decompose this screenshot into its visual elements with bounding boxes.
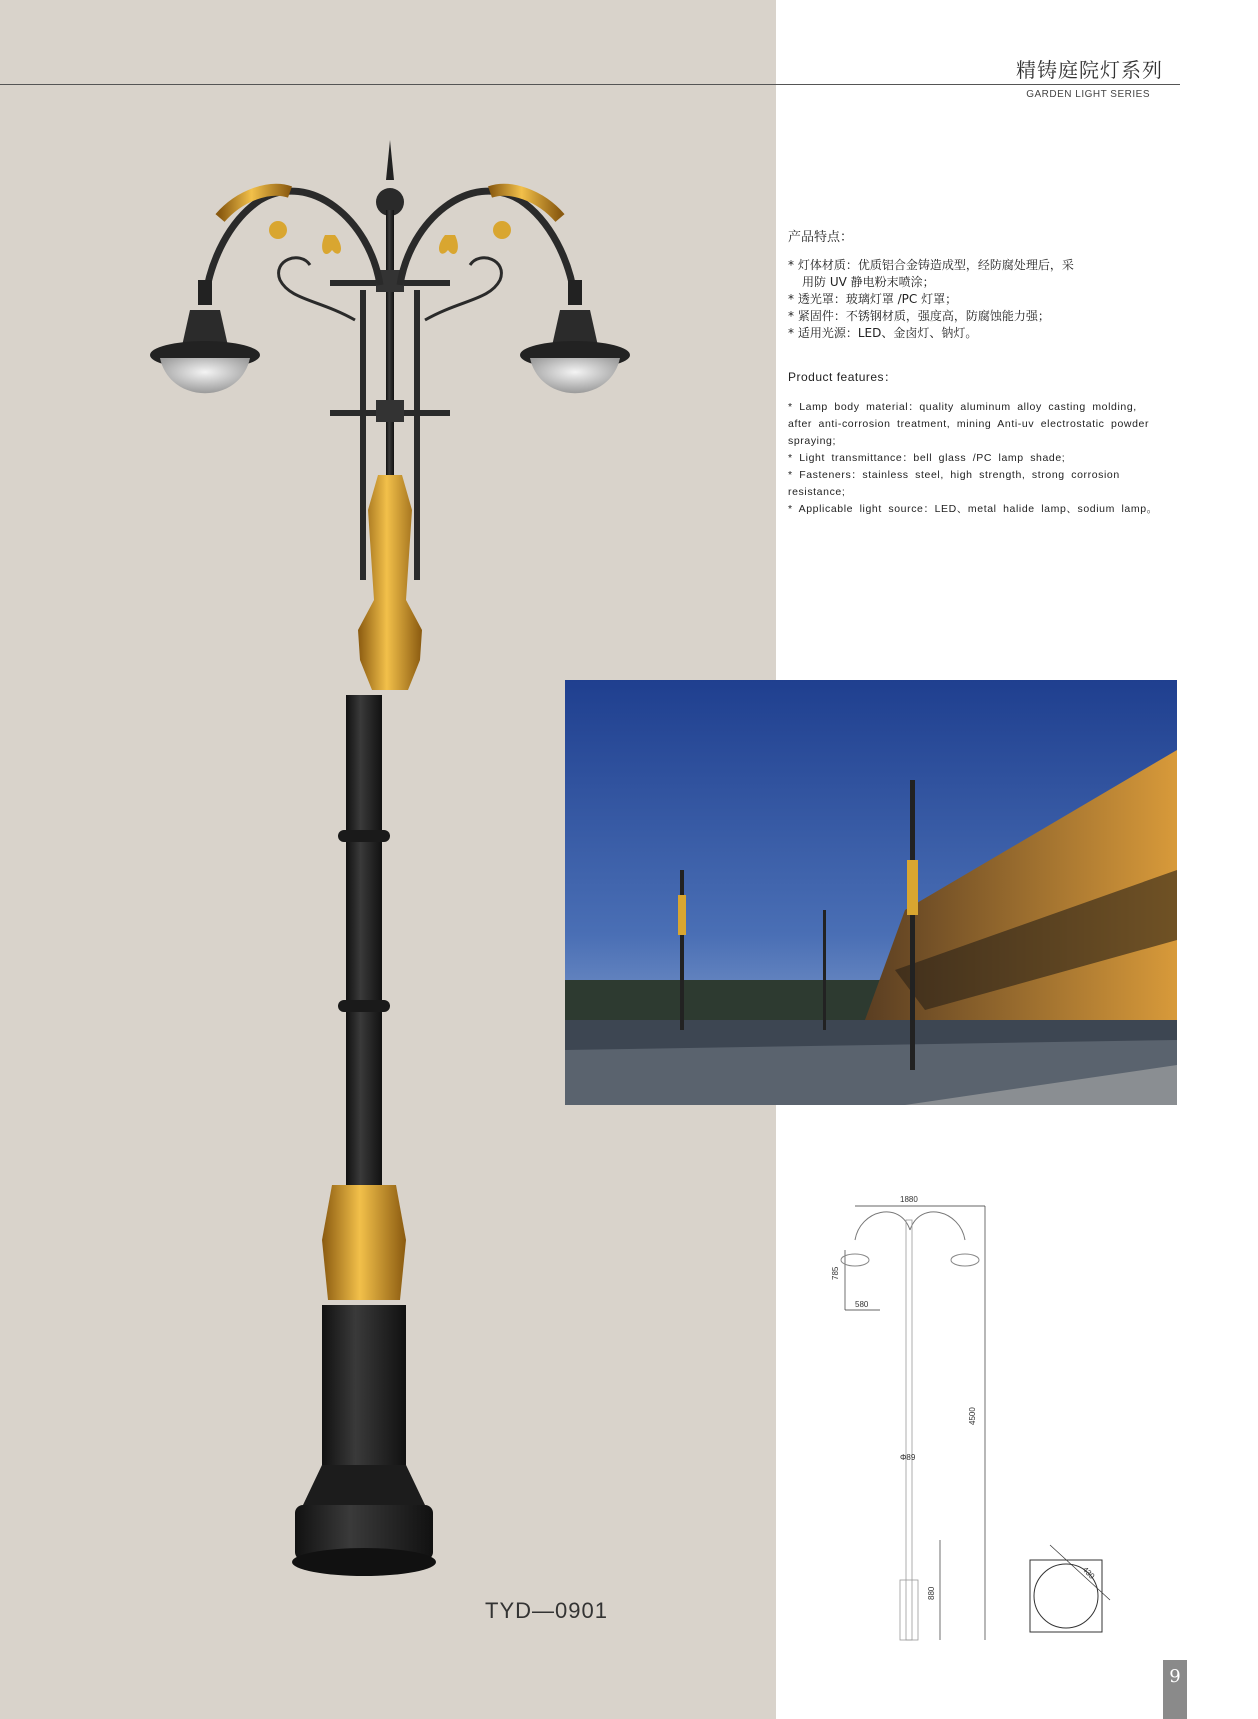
list-item: * 灯体材质：优质铝合金铸造成型，经防腐处理后，采 (788, 258, 1074, 272)
dimension-drawing (800, 1180, 1180, 1650)
features-cn-heading: 产品特点： (788, 230, 854, 245)
features-block (788, 226, 1158, 518)
series-subtitle: GARDEN LIGHT SERIES (1026, 89, 1150, 100)
features-en-list (788, 399, 1158, 518)
dim-pole-label: Φ89 (900, 1453, 916, 1462)
dim-width-label: 1880 (900, 1195, 918, 1204)
lamp-illustration (150, 130, 630, 1650)
model-number: TYD—0901 (485, 1598, 608, 1623)
dim-total-height-label: 4500 (968, 1407, 977, 1425)
header-rule (0, 84, 1180, 85)
dim-head-height-label: 785 (831, 1266, 840, 1280)
page-number: 9 (1163, 1660, 1187, 1719)
series-title: 精铸庭院灯系列 (1016, 58, 1163, 82)
list-item: * Lamp body material：quality aluminum alloy casting molding, after anti-corrosion treatment, mining Anti-uv electrostatic powder spraying; (788, 401, 1150, 447)
installation-photo (565, 680, 1177, 1105)
dim-plate-label: 430 (1080, 1565, 1097, 1581)
features-cn-list (788, 257, 1158, 342)
list-item: * Light transmittance：bell glass /PC lamp shade; (788, 452, 1066, 464)
list-item: * Fasteners：stainless steel, high strength, strong corrosion resistance; (788, 469, 1120, 498)
list-item: * 紧固件：不锈钢材质，强度高，防腐蚀能力强； (788, 309, 1050, 323)
features-en-heading: Product features： (788, 370, 897, 384)
list-item: * 透光罩：玻璃灯罩 /PC 灯罩； (788, 292, 958, 306)
list-item: * Applicable light source：LED、metal halide lamp、sodium lamp。 (788, 503, 1158, 515)
list-item: 用防 UV 静电粉末喷涂； (802, 275, 935, 289)
dim-head-width-label: 580 (855, 1300, 869, 1309)
dim-base-height-label: 880 (927, 1586, 936, 1600)
list-item: * 适用光源：LED、金卤灯、钠灯。 (788, 326, 978, 340)
